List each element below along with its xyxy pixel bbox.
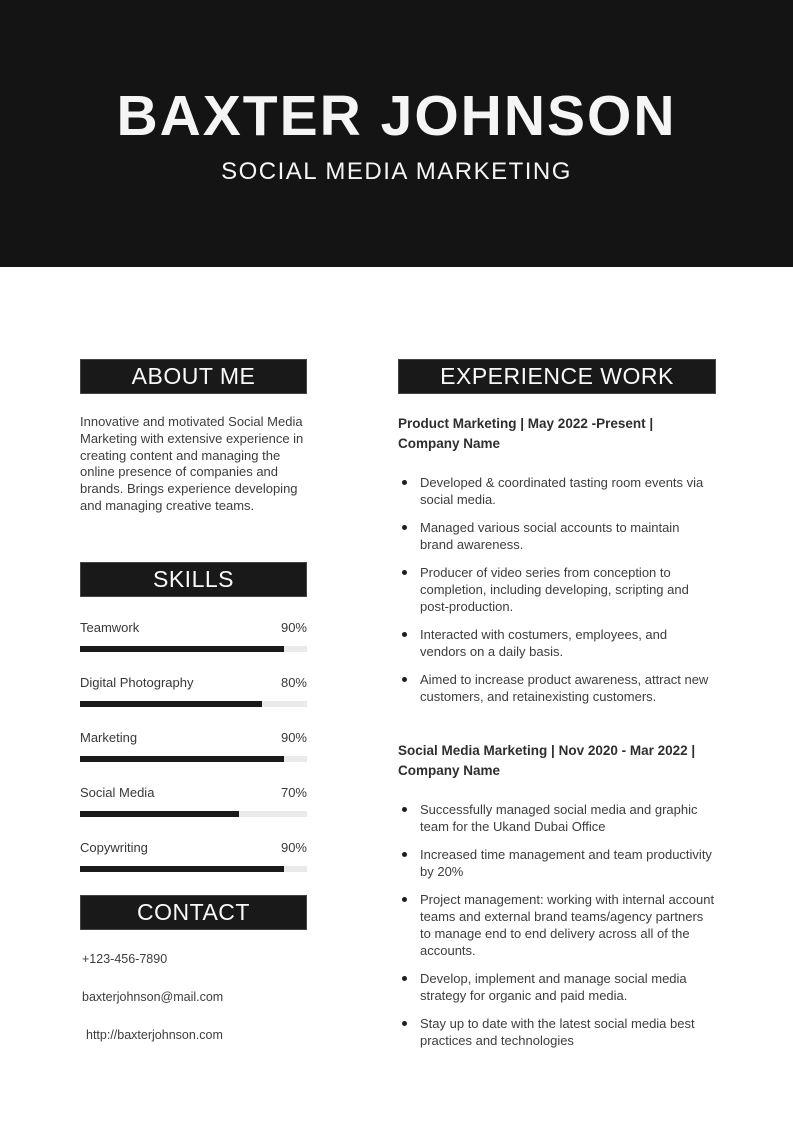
skill-value: 90% [280,839,307,855]
skill-item-teamwork [80,620,307,652]
job-bullet: Develop, implement and manage social media strategy for organic and paid media. [398,970,716,1004]
skill-item-marketing [80,730,307,762]
skill-value: 80% [280,674,307,690]
skill-item-copywriting [80,840,307,872]
job-entry-product-marketing [398,414,716,705]
person-role: SOCIAL MEDIA MARKETING [221,158,572,185]
contact-phone: +123-456-7890 [82,951,168,966]
job-bullet-list [398,801,716,1049]
skill-value: 70% [280,784,307,800]
skill-item-digital-photography [80,675,307,707]
skill-progress-track [80,756,307,762]
job-bullet: Aimed to increase product awareness, attract new customers, and retainexisting customers. [398,671,716,705]
job-entry-social-media-marketing [398,741,716,1049]
skill-label: Social Media [80,784,155,800]
about-text: Innovative and motivated Social Media Marketing with extensive experience in creating content and managing the online presence of companies and brands. Brings experience developing and managing creative teams. [80,414,304,513]
header-banner [0,0,793,267]
skill-progress-fill [80,866,284,872]
skill-progress-fill [80,756,284,762]
person-name: BAXTER JOHNSON [116,84,677,148]
skill-label: Digital Photography [80,674,194,690]
skill-item-social-media [80,785,307,817]
skill-progress-track [80,866,307,872]
skill-progress-track [80,701,307,707]
skill-label: Copywriting [80,839,148,855]
skill-progress-track [80,811,307,817]
skill-value: 90% [280,619,307,635]
job-bullet: Interacted with costumers, employees, and vendors on a daily basis. [398,626,716,660]
about-section-heading: ABOUT ME [80,359,307,394]
job-bullet: Producer of video series from conception to completion, including developing, scripting and post-production. [398,564,716,615]
job-bullet-list [398,474,716,705]
left-column [80,359,307,1066]
skill-label: Marketing [80,729,138,745]
job-bullet: Successfully managed social media and graphic team for the Ukand Dubai Office [398,801,716,835]
job-bullet: Managed various social accounts to maintain brand awareness. [398,519,716,553]
job-title: Social Media Marketing | Nov 2020 - Mar 2022 | Company Name [398,743,696,778]
right-column [398,359,716,1060]
job-bullet: Increased time management and team productivity by 20% [398,846,716,880]
job-bullet: Stay up to date with the latest social media best practices and technologies [398,1015,716,1049]
skill-label: Teamwork [80,619,140,635]
contact-website: http://baxterjohnson.com [86,1027,223,1042]
contact-list [80,952,307,1042]
contact-email: baxterjohnson@mail.com [82,989,224,1004]
skills-section-heading: SKILLS [80,562,307,597]
skills-list [80,620,307,872]
skill-progress-fill [80,811,239,817]
job-title: Product Marketing | May 2022 -Present | Company Name [398,416,654,451]
skill-progress-track [80,646,307,652]
job-bullet: Developed & coordinated tasting room events via social media. [398,474,716,508]
skill-value: 90% [280,729,307,745]
contact-section-heading: CONTACT [80,895,307,930]
experience-section-heading: EXPERIENCE WORK [398,359,716,394]
job-bullet: Project management: working with internal account teams and external brand teams/agency partners to manage end to end delivery across all of the accounts. [398,891,716,959]
skill-progress-fill [80,701,262,707]
skill-progress-fill [80,646,284,652]
